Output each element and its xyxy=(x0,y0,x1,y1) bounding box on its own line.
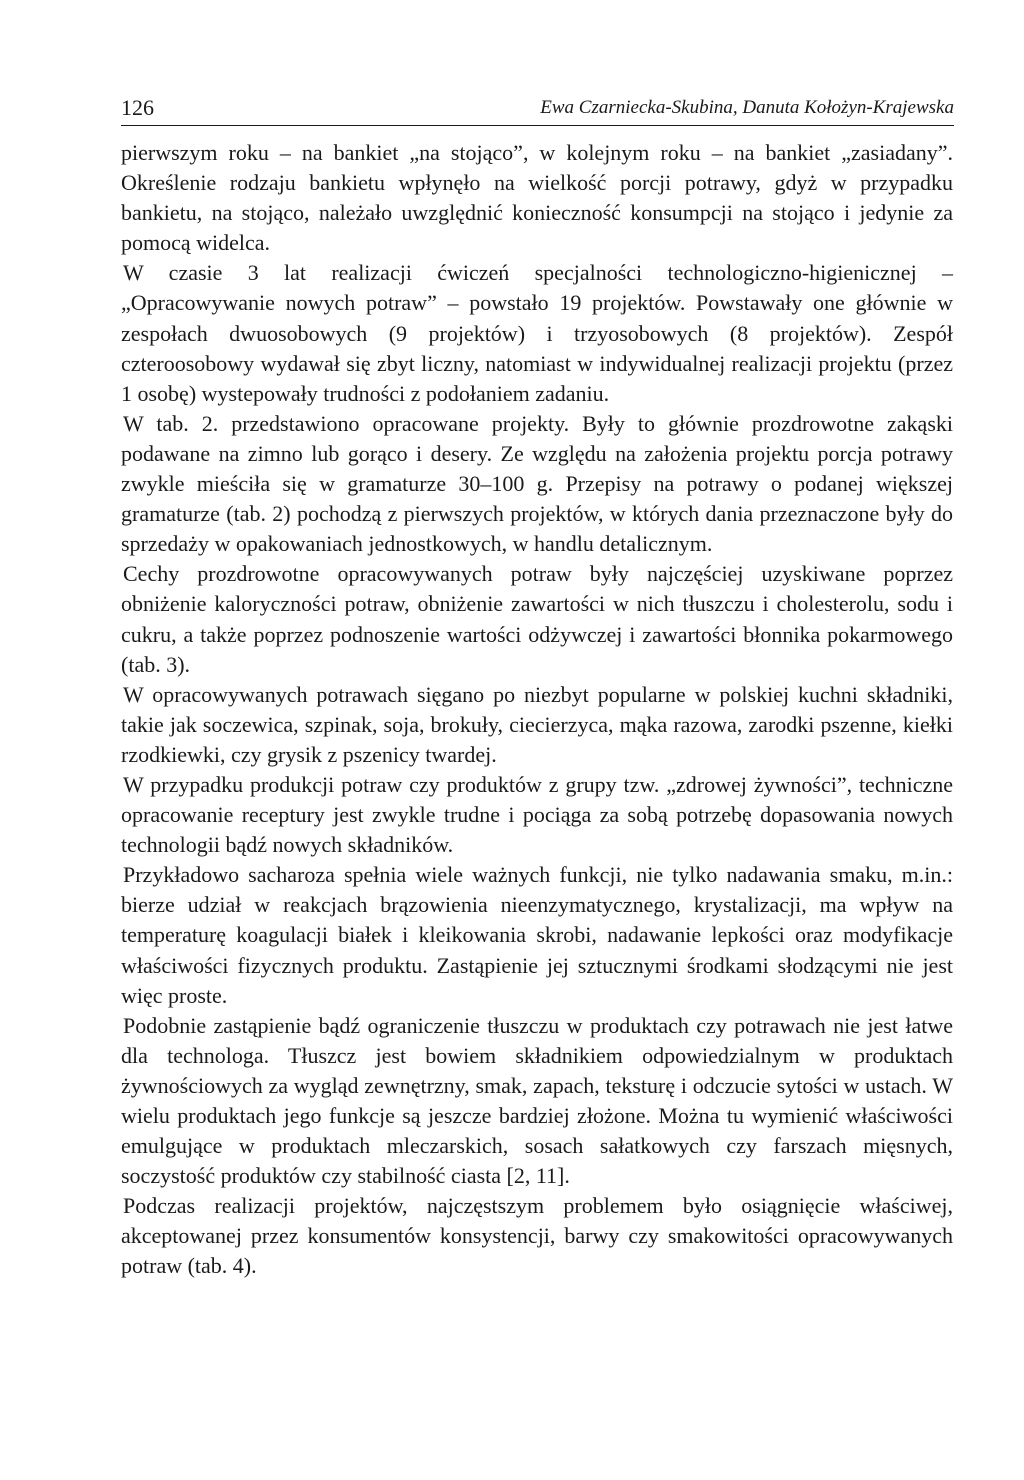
paragraph: Podczas realizacji projektów, najczęstszym problemem było osiągnięcie właściwej, akceptowanej przez konsumentów konsystencji, barwy czy smakowitości opracowywanych potraw (tab. 4). xyxy=(121,1193,953,1279)
paragraph: Cechy prozdrowotne opracowywanych potraw były najczęściej uzyskiwane poprzez obniżenie kaloryczności potraw, obniżenie zawartości w nich tłuszczu i cholesterolu, sodu i cukru, a także poprzez podnoszenie wartości odżywczej i zawartości błonnika pokarmowego (tab. 3). xyxy=(121,561,953,677)
paragraph: W czasie 3 lat realizacji ćwiczeń specjalności technologiczno-higienicznej – „Opracowywanie nowych potraw” – powstało 19 projektów. Powstawały one głównie w zespołach dwuosobowych (9 projektów) i trzyosobowych (8 projektów). Zespół czteroosobowy wydawał się zbyt liczny, natomiast w indywidualnej realizacji projektu (przez 1 osobę) wystepowały trudności z podołaniem zadaniu. xyxy=(121,260,953,406)
paragraph: W opracowywanych potrawach sięgano po niezbyt popularne w polskiej kuchni składniki, takie jak soczewica, szpinak, soja, brokuły, ciecierzyca, mąka razowa, zarodki pszenne, kiełki rzodkiewki, czy grysik z pszenicy twardej. xyxy=(121,681,953,767)
body-text xyxy=(121,138,953,1282)
paragraph: W przypadku produkcji potraw czy produktów z grupy tzw. „zdrowej żywności”, techniczne opracowanie receptury jest zwykle trudne i pociąga za sobą potrzebę dopasowania nowych technologii bądź nowych składników. xyxy=(121,771,953,858)
paragraph: Podobnie zastąpienie bądź ograniczenie tłuszczu w produktach czy potrawach nie jest łatwe dla technologa. Tłuszcz jest bowiem składnikiem odpowiedzialnym w produktach żywnościowych za wygląd zewnętrzny, smak, zapach, teksturę i odczucie sytości w ustach. W wielu produktach jego funkcje są jeszcze bardziej złożone. Można tu wymienić właściwości emulgujące w produktach mleczarskich, sosach sałatkowych czy farszach mięsnych, soczystość produktów czy stabilność ciasta [2, 11]. xyxy=(121,1012,953,1189)
paragraph: Przykładowo sacharoza spełnia wiele ważnych funkcji, nie tylko nadawania smaku, m.in.: bierze udział w reakcjach brązowienia nieenzymatycznego, krystalizacji, ma wpływ na temperaturę koagulacji białek i kleikowania skrobi, nadawanie lepkości oraz modyfikacje właściwości fizycznych produktu. Zastąpienie jej sztucznymi środkami słodzącymi nie jest więc proste. xyxy=(121,862,953,1008)
running-head-authors: Ewa Czarniecka-Skubina, Danuta Kołożyn-Krajewska xyxy=(540,97,954,118)
header-rule xyxy=(121,125,954,126)
page-header xyxy=(121,94,954,122)
page-number: 126 xyxy=(121,95,154,120)
paragraph-continuation: pierwszym roku – na bankiet „na stojąco”, w kolejnym roku – na bankiet „zasiadany”. Określenie rodzaju bankietu wpłynęło na wielkość porcji potrawy, gdyż w przypadku bankietu, na stojąco, należało uwzględnić konieczność konsumpcji na stojąco i jedynie za pomocą widelca. xyxy=(121,140,953,256)
paragraph: W tab. 2. przedstawiono opracowane projekty. Były to głównie prozdrowotne zakąski podawane na zimno lub gorąco i desery. Ze względu na założenia projektu porcja potrawy zwykle mieściła się w gramaturze 30–100 g. Przepisy na potrawy o podanej większej gramaturze (tab. 2) pochodzą z pierwszych projektów, w których dania przeznaczone były do sprzedaży w opakowaniach jednostkowych, w handlu detalicznym. xyxy=(121,410,953,557)
